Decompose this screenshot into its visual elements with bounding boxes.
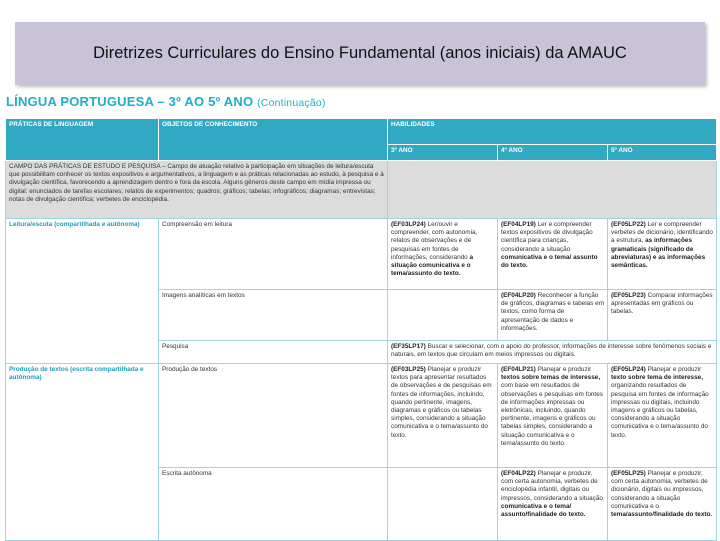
table-row	[6, 219, 717, 290]
habilidade-text: Ler e compreender verbetes de dicionário, identificando a estrutura,	[611, 221, 713, 245]
habilidade-ef35lp17	[388, 341, 717, 364]
objeto-producao: Produção de textos	[159, 364, 388, 468]
habilidade-ef04lp21	[498, 364, 608, 468]
habilidade-ef04lp20	[498, 290, 608, 341]
habilidade-text: Ler e compreender textos expositivos de divulgação científica para crianças, considerando a situação	[501, 221, 593, 253]
habilidade-ef05lp22	[608, 219, 717, 290]
campo-row	[6, 161, 717, 219]
objeto-imagens: Imagens analíticas em textos	[159, 290, 388, 341]
habilidade-text: Ler/ouvir e compreender, com autonomia, relatos de observações e de pesquisas em fontes de informações, considerando	[391, 221, 478, 261]
header-row	[6, 119, 717, 145]
habilidade-code: (EF35LP17)	[391, 343, 426, 350]
page-title: Diretrizes Curriculares do Ensino Fundamental (anos iniciais) da AMAUC	[93, 44, 627, 62]
curriculum-table	[5, 118, 717, 541]
habilidade-text: com base em resultados de observações e pesquisas em fontes de informações impressas ou eletrônicas, incluindo, quando pertinente, imagens e gráficos ou tabelas simples, considerando a situação comunicativa e o tema/assunto do texto.	[501, 382, 603, 447]
habilidade-code: (EF04LP19)	[501, 221, 536, 228]
objeto-escrita: Escrita autônoma	[159, 468, 388, 541]
habilidade-code: (EF05LP24)	[611, 366, 646, 373]
habilidade-lead: Planejar e produzir	[647, 366, 702, 373]
header-ano4: 4º ANO	[498, 145, 608, 161]
campo-description: CAMPO DAS PRÁTICAS DE ESTUDO E PESQUISA – Campo de atuação relativo à participação em situações de leitura/escuta que possibilitam conhecer os textos expositivos e argumentativos, a linguagem e as práticas relacionadas ao estudo, à pesquisa e à divulgação científica, favorecendo a aprendizagem dentro e fora da escola. Alguns gêneros deste campo em mídia impressa ou digital: enunciados de tarefas escolares; relatos de experimentos; quadros; gráficos; tabelas; infográficos; diagramas; entrevistas; notas de divulgação científica; verbetes de enciclopédia.	[6, 161, 388, 219]
habilidade-bold: textos sobre temas de interesse,	[501, 374, 601, 382]
habilidade-ef04lp22	[498, 468, 608, 541]
subject-continuation: (Continuação)	[257, 97, 326, 109]
habilidade-text: Planejar e produzir textos para apresentar resultados de observações e de pesquisas em fontes de informações, incluindo, quando pertinente, imagens, diagramas e gráficos ou tabelas simples, considerando a situação comunicativa e o tema/assunto do texto.	[391, 366, 492, 439]
pratica-leitura: Leitura/escuta (compartilhada e autônoma)	[6, 219, 159, 364]
subject-main: LÍNGUA PORTUGUESA – 3º AO 5º ANO	[6, 94, 254, 109]
habilidade-code: (EF04LP22)	[501, 470, 536, 477]
header-habilidades: HABILIDADES	[388, 119, 717, 145]
habilidade-code: (EF03LP24)	[391, 221, 426, 228]
habilidade-code: (EF03LP25)	[391, 366, 426, 373]
habilidade-text: Planejar e produzir, com certa autonomia, verbetes de enciclopédia infantil, digitais ou impressos, considerando a situação	[501, 470, 603, 502]
habilidade-text: Buscar e selecionar, com o apoio do professor, informações de interesse sobre fenômenos sociais e naturais, em textos que circulam em meios impressos ou digitais.	[391, 343, 712, 359]
header-ano3: 3º ANO	[388, 145, 498, 161]
habilidade-empty	[388, 468, 498, 541]
header-objetos: OBJETOS DE CONHECIMENTO	[159, 119, 388, 161]
habilidade-lead: Planejar e produzir	[537, 366, 592, 373]
habilidade-code: (EF05LP22)	[611, 221, 646, 228]
habilidade-code: (EF04LP20)	[501, 292, 536, 299]
pratica-producao: Produção de textos (escrita compartilhada e autônoma)	[6, 364, 159, 541]
habilidade-ef03lp24	[388, 219, 498, 290]
habilidade-bold: tema/assunto/finalidade do texto.	[611, 510, 713, 518]
title-banner	[15, 22, 705, 85]
habilidade-bold: comunicativa e o tema/ assunto/finalidade do texto.	[501, 502, 586, 518]
objeto-pesquisa: Pesquisa	[159, 341, 388, 364]
habilidade-text: Planejar e produzir, com certa autonomia, verbetes de dicionário, digitais ou impressos, considerando a situação comunicativa e o	[611, 470, 708, 510]
habilidade-ef04lp19	[498, 219, 608, 290]
habilidade-ef05lp23	[608, 290, 717, 341]
habilidade-bold: comunicativa e o tema/ assunto do texto.	[501, 253, 598, 269]
habilidade-ef05lp24	[608, 364, 717, 468]
header-ano5: 5º ANO	[608, 145, 717, 161]
objeto-compreensao: Compreensão em leitura	[159, 219, 388, 290]
table-row	[6, 364, 717, 468]
habilidade-bold: as informações gramaticais (significado de abreviaturas) e as informações semânticas.	[611, 237, 706, 269]
header-praticas: PRÁTICAS DE LINGUAGEM	[6, 119, 159, 161]
habilidade-ef03lp25	[388, 364, 498, 468]
habilidade-text: organizando resultados de pesquisa em fontes de informação impressas ou digitais, incluindo imagens e gráficos ou tabelas, considerando a situação comunicativa e o tema/assunto do texto.	[611, 382, 709, 439]
habilidade-bold: a situação comunicativa e o tema/assunto do texto.	[391, 253, 474, 278]
habilidade-text: Reconhecer a função de gráficos, diagramas e tabelas em textos, como forma de apresentação de dados e informações.	[501, 292, 605, 332]
habilidade-code: (EF05LP23)	[611, 292, 646, 299]
habilidade-empty	[388, 290, 498, 341]
habilidade-ef05lp25	[608, 468, 717, 541]
habilidade-code: (EF04LP21)	[501, 366, 536, 373]
campo-blank	[388, 161, 717, 219]
habilidade-code: (EF05LP25)	[611, 470, 646, 477]
subject-heading	[6, 94, 326, 109]
habilidade-bold: texto sobre tema de interesse,	[611, 374, 703, 382]
habilidade-text: Comparar informações apresentadas em gráficos ou tabelas.	[611, 292, 713, 316]
